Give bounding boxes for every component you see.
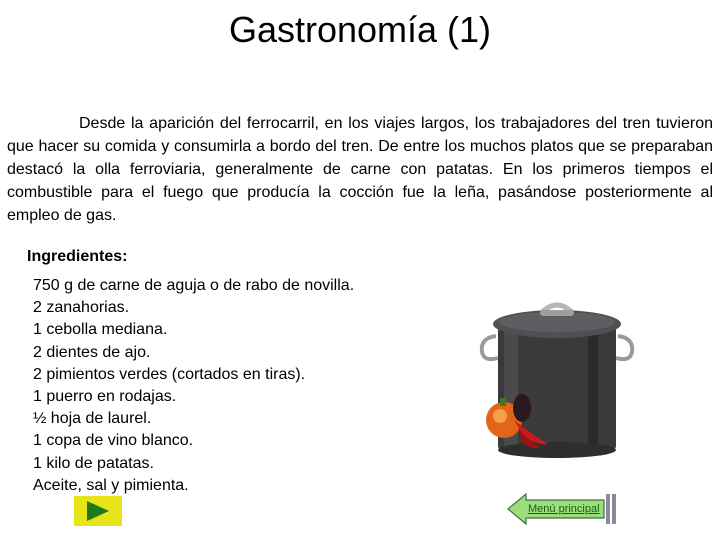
ingredient-item: 1 puerro en rodajas. <box>33 388 177 406</box>
main-menu-button[interactable] <box>506 492 618 526</box>
play-triangle-icon <box>87 501 109 521</box>
ingredient-item: 2 pimientos verdes (cortados en tiras). <box>33 365 306 383</box>
ingredients-heading: Ingredientes: <box>27 248 128 265</box>
main-menu-link[interactable]: Menú principal <box>528 503 600 515</box>
ingredient-item: 1 kilo de patatas. <box>33 454 154 472</box>
ingredient-item: 1 cebolla mediana. <box>33 321 168 339</box>
ingredient-item: 2 zanahorias. <box>33 299 130 317</box>
ingredient-item: 1 copa de vino blanco. <box>33 432 194 450</box>
next-slide-button[interactable] <box>74 496 122 526</box>
ingredients-list <box>33 275 354 497</box>
cooking-pot-icon <box>478 296 636 462</box>
ingredient-item: ½ hoja de laurel. <box>33 410 152 428</box>
page-title: Gastronomía (1) <box>228 9 492 50</box>
ingredient-item: 2 dientes de ajo. <box>33 343 151 361</box>
intro-paragraph: Desde la aparición del ferrocarril, en los viajes largos, los trabajadores del tren tuvieron que hacer su comida y consumirla a bordo del tren. De entre los muchos platos que se preparaban destacó la olla ferroviaria, generalmente de carne con patatas. En los primeros tiempos el combustible para el fuego que producía la cocción fue la leña, pasándose posteriormente al empleo de gas. <box>7 115 713 224</box>
ingredient-item: Aceite, sal y pimienta. <box>33 476 189 494</box>
cooking-pot-image <box>478 296 636 462</box>
ingredient-item: 750 g de carne de aguja o de rabo de novilla. <box>33 277 355 294</box>
